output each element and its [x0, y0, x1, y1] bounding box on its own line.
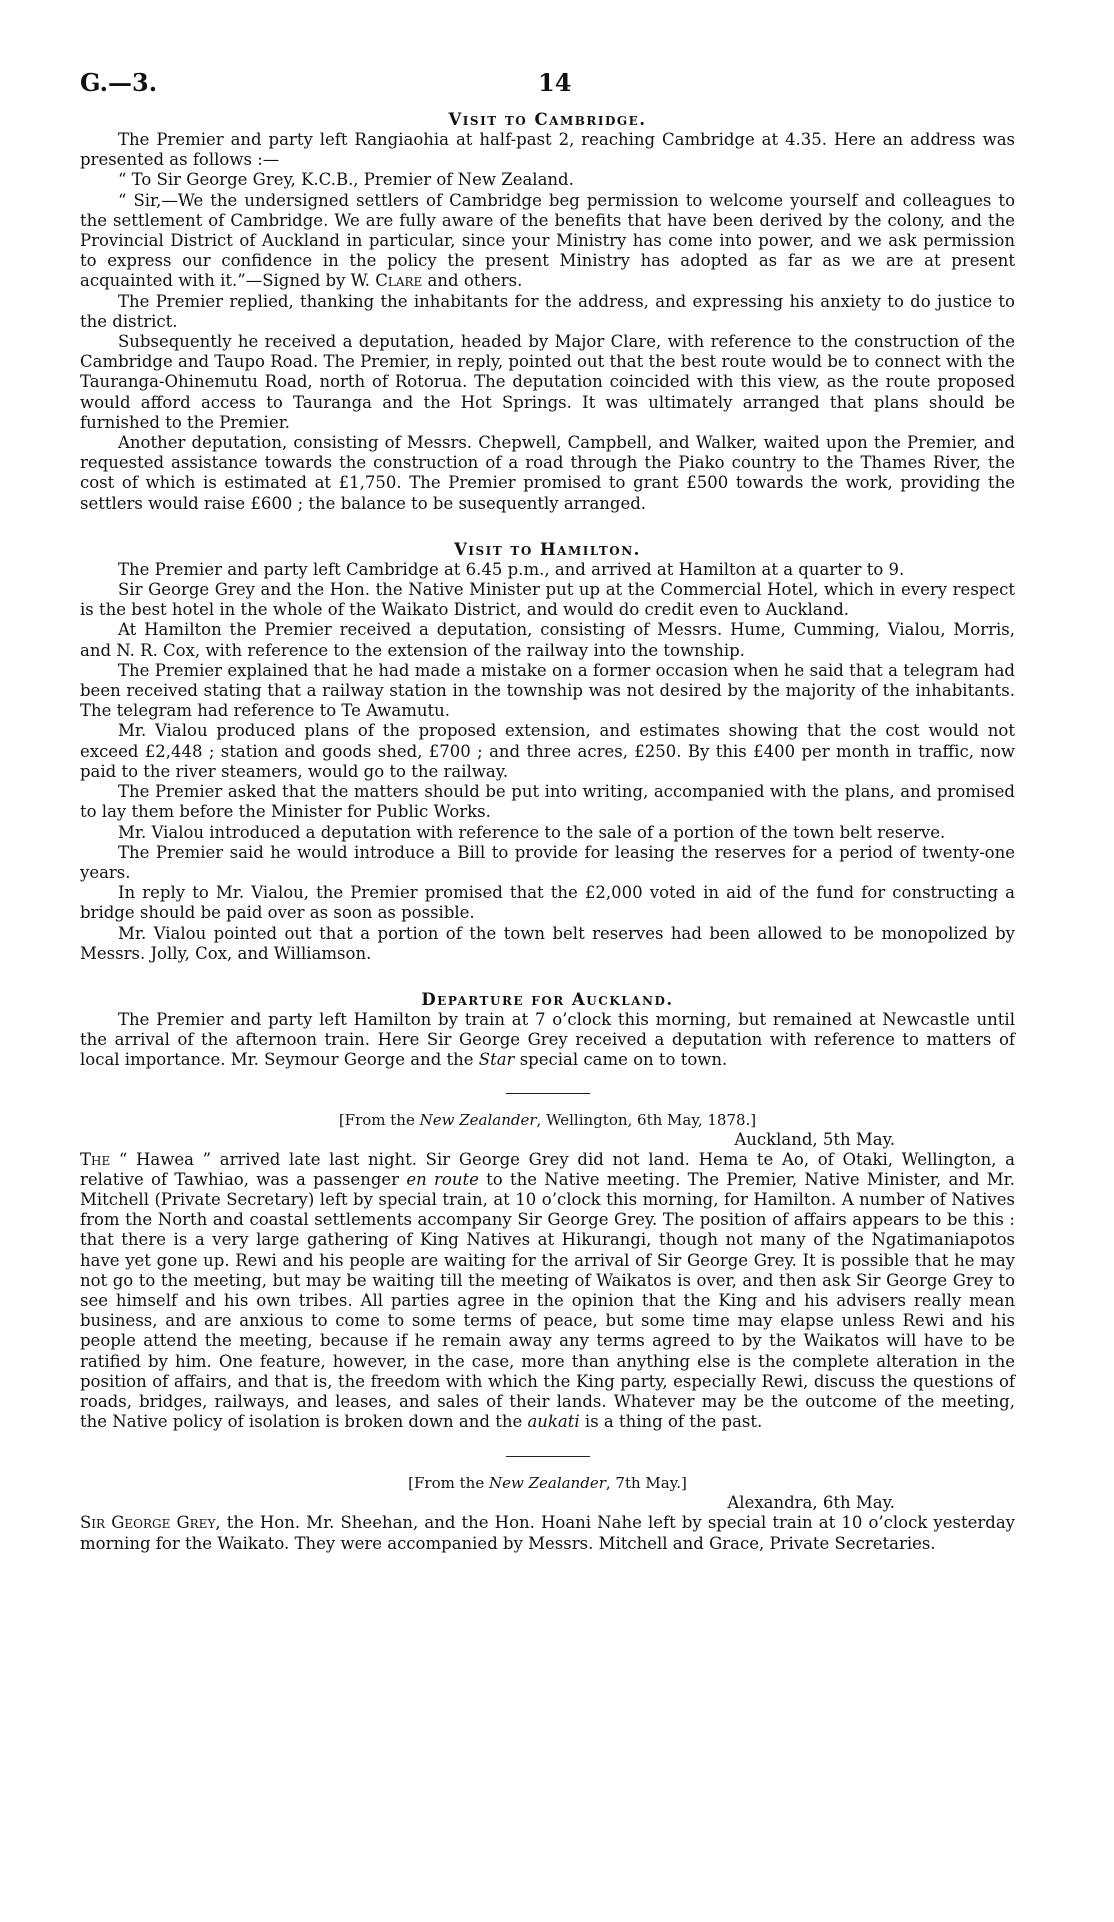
page-number: 14	[538, 68, 572, 97]
lead-words: Sir George Grey	[80, 1513, 216, 1533]
paragraph: Mr. Vialou pointed out that a portion of the town belt reserves had been allowed to be monopolized by Messrs. Jolly, Cox, and Williamson.	[80, 923, 1015, 963]
section-heading: Visit to Hamilton.	[454, 539, 641, 559]
section-divider	[506, 1456, 590, 1457]
paragraph-text: to the Native meeting. The Premier, Native Minister, and Mr. Mitchell (Private Secretary) left by special train, at 10 o’clock this morning, for Hamilton. A number of Natives from the North and coastal settlements accompany Sir George Grey. The position of affairs appears to be this : that there is a very large gathering of King Natives at Hikurangi, though not many of the Ngatimaniapotos have yet gone up. Rewi and his people are waiting for the arrival of Sir George Grey. It is possible that he may not go to the meeting, but may be waiting till the meeting of Waikatos is over, and then ask Sir George Grey to see himself and his own tribes. All parties agree in the opinion that the King and his advisers really mean business, and are anxious to come to some terms of peace, but some time may elapse unless Rewi and his people attend the meeting, because if he remain away any terms agreed to by the Waikatos will have to be ratified by him. One feature, however, in the case, more than anything else is the complete alteration in the position of affairs, and that is, the freedom with which the King party, especially Rewi, discuss the questions of roads, bridges, railways, and leases, and sales of their lands. Whatever may be the outcome of the meeting, the Native policy of isolation is broken down and the	[80, 1169, 1016, 1432]
paragraph: At Hamilton the Premier received a deputation, consisting of Messrs. Hume, Cumming, Vialou, Morris, and N. R. Cox, with reference to the extension of the railway into the township.	[80, 620, 1015, 660]
paragraph-text: , the Hon. Mr. Sheehan, and the Hon. Hoani Nahe left by special train at 10 o’clock yesterday morning for the Waikato. They were accompanied by Messrs. Mitchell and Grace, Private Secretaries.	[80, 1513, 1015, 1553]
paragraph: Mr. Vialou produced plans of the proposed extension, and estimates showing that the cost would not exceed £2,448 ; station and goods shed, £700 ; and three acres, £250. By this £400 per month in traffic, now paid to the river steamers, would go to the railway.	[80, 721, 1015, 781]
paragraph: The Premier explained that he had made a mistake on a former occasion when he said that a telegram had been received stating that a railway station in the township was not desired by the majority of the inhabitants. The telegram had reference to Te Awamutu.	[80, 660, 1015, 721]
section-departure	[80, 990, 1015, 1071]
section-heading: Visit to Cambridge.	[448, 110, 647, 129]
dateline: Alexandra, 6th May.	[727, 1493, 895, 1513]
italic-phrase: aukati	[527, 1412, 580, 1432]
italic-phrase: en route	[406, 1169, 479, 1189]
paragraph: The Premier replied, thanking the inhabitants for the address, and expressing his anxiety to do justice to the district.	[80, 291, 1015, 331]
paragraph-text: “ Sir,—We the undersigned settlers of Cambridge beg permission to welcome yourself and colleagues to the settlement of Cambridge. We are fully aware of the benefits that have been derived by the colony, and the Provincial District of Auckland in particular, since your Ministry has come into power, and we ask permission to express our confidence in the policy the present Ministry has adopted as far as we are at present acquainted with it.”—Signed by W.	[80, 190, 1015, 291]
paragraph-text: special came on to town.	[514, 1050, 728, 1070]
newspaper-title: New Zealander	[419, 1110, 537, 1129]
paragraph: “ To Sir George Grey, K.C.B., Premier of New Zealand.	[118, 170, 574, 190]
source-citation	[80, 1473, 1015, 1493]
dateline: Auckland, 5th May.	[734, 1129, 895, 1149]
document-reference: G.—3.	[80, 68, 158, 97]
paragraph: Subsequently he received a deputation, headed by Major Clare, with reference to the construction of the Cambridge and Taupo Road. The Premier, in reply, pointed out that the best route would be to connect with the Tauranga-Ohinemutu Road, north of Rotorua. The deputation coincided with this view, as the route proposed would afford access to Tauranga and the Hot Springs. It was ultimately arranged that plans should be furnished to the Premier.	[80, 332, 1015, 432]
paragraph	[80, 1010, 1015, 1071]
section-heading: Departure for Auckland.	[421, 989, 674, 1009]
section-cambridge	[80, 110, 1015, 514]
paragraph: The Premier and party left Cambridge at 6.45 p.m., and arrived at Hamilton at a quarter to 9.	[118, 559, 905, 579]
paragraph-text: “ Hawea ” arrived late last night. Sir George Grey did not land. Hema te Ao, of Otaki, Wellington, a relative of Tawhiao, was a passenger	[80, 1149, 1015, 1189]
citation-text: [From the	[408, 1474, 489, 1493]
running-head	[80, 68, 1015, 100]
citation-text: , 7th May.]	[605, 1474, 687, 1493]
section-hamilton	[80, 540, 1015, 964]
source-citation	[80, 1110, 1015, 1130]
paragraph-text: The Premier and party left Hamilton by train at 7 o’clock this morning, but remained at Newcastle until the arrival of the afternoon train. Here Sir George Grey received a deputation with reference to matters of local importance. Mr. Seymour George and the	[80, 1009, 1015, 1070]
document-page	[80, 68, 1015, 1554]
signatory-name: Clare	[375, 271, 423, 291]
newspaper-extract	[80, 1473, 1015, 1553]
lead-word: The	[80, 1149, 111, 1169]
newspaper-extract	[80, 1110, 1015, 1433]
paragraph: Another deputation, consisting of Messrs. Chepwell, Campbell, and Walker, waited upon the Premier, and requested assistance towards the construction of a road through the Piako country to the Thames River, the cost of which is estimated at £1,750. The Premier promised to grant £500 towards the work, providing the settlers would raise £600 ; the balance to be susequently arranged.	[80, 433, 1015, 513]
paragraph-text: is a thing of the past.	[579, 1412, 763, 1432]
paragraph: Mr. Vialou introduced a deputation with reference to the sale of a portion of the town belt reserve.	[118, 822, 946, 842]
paragraph	[80, 1150, 1015, 1433]
citation-text: , Wellington, 6th May, 1878.]	[536, 1110, 757, 1129]
paragraph: The Premier and party left Rangiaohia at half-past 2, reaching Cambridge at 4.35. Here an address was presented as follows :—	[80, 130, 1015, 170]
paragraph: In reply to Mr. Vialou, the Premier promised that the £2,000 voted in aid of the fund for constructing a bridge should be paid over as soon as possible.	[80, 883, 1015, 923]
paragraph: The Premier said he would introduce a Bill to provide for leasing the reserves for a period of twenty-one years.	[80, 842, 1015, 882]
section-divider	[506, 1093, 590, 1094]
paragraph-text: and others.	[422, 271, 523, 291]
paragraph: Sir George Grey and the Hon. the Native Minister put up at the Commercial Hotel, which in every respect is the best hotel in the whole of the Waikato District, and would do credit even to Auckland.	[80, 580, 1015, 620]
newspaper-title: New Zealander	[488, 1474, 606, 1493]
paragraph	[80, 1513, 1015, 1553]
paragraph	[80, 191, 1015, 292]
citation-text: [From the	[338, 1110, 420, 1129]
paragraph: The Premier asked that the matters should be put into writing, accompanied with the plans, and promised to lay them before the Minister for Public Works.	[80, 782, 1015, 822]
newspaper-title: Star	[478, 1050, 515, 1070]
